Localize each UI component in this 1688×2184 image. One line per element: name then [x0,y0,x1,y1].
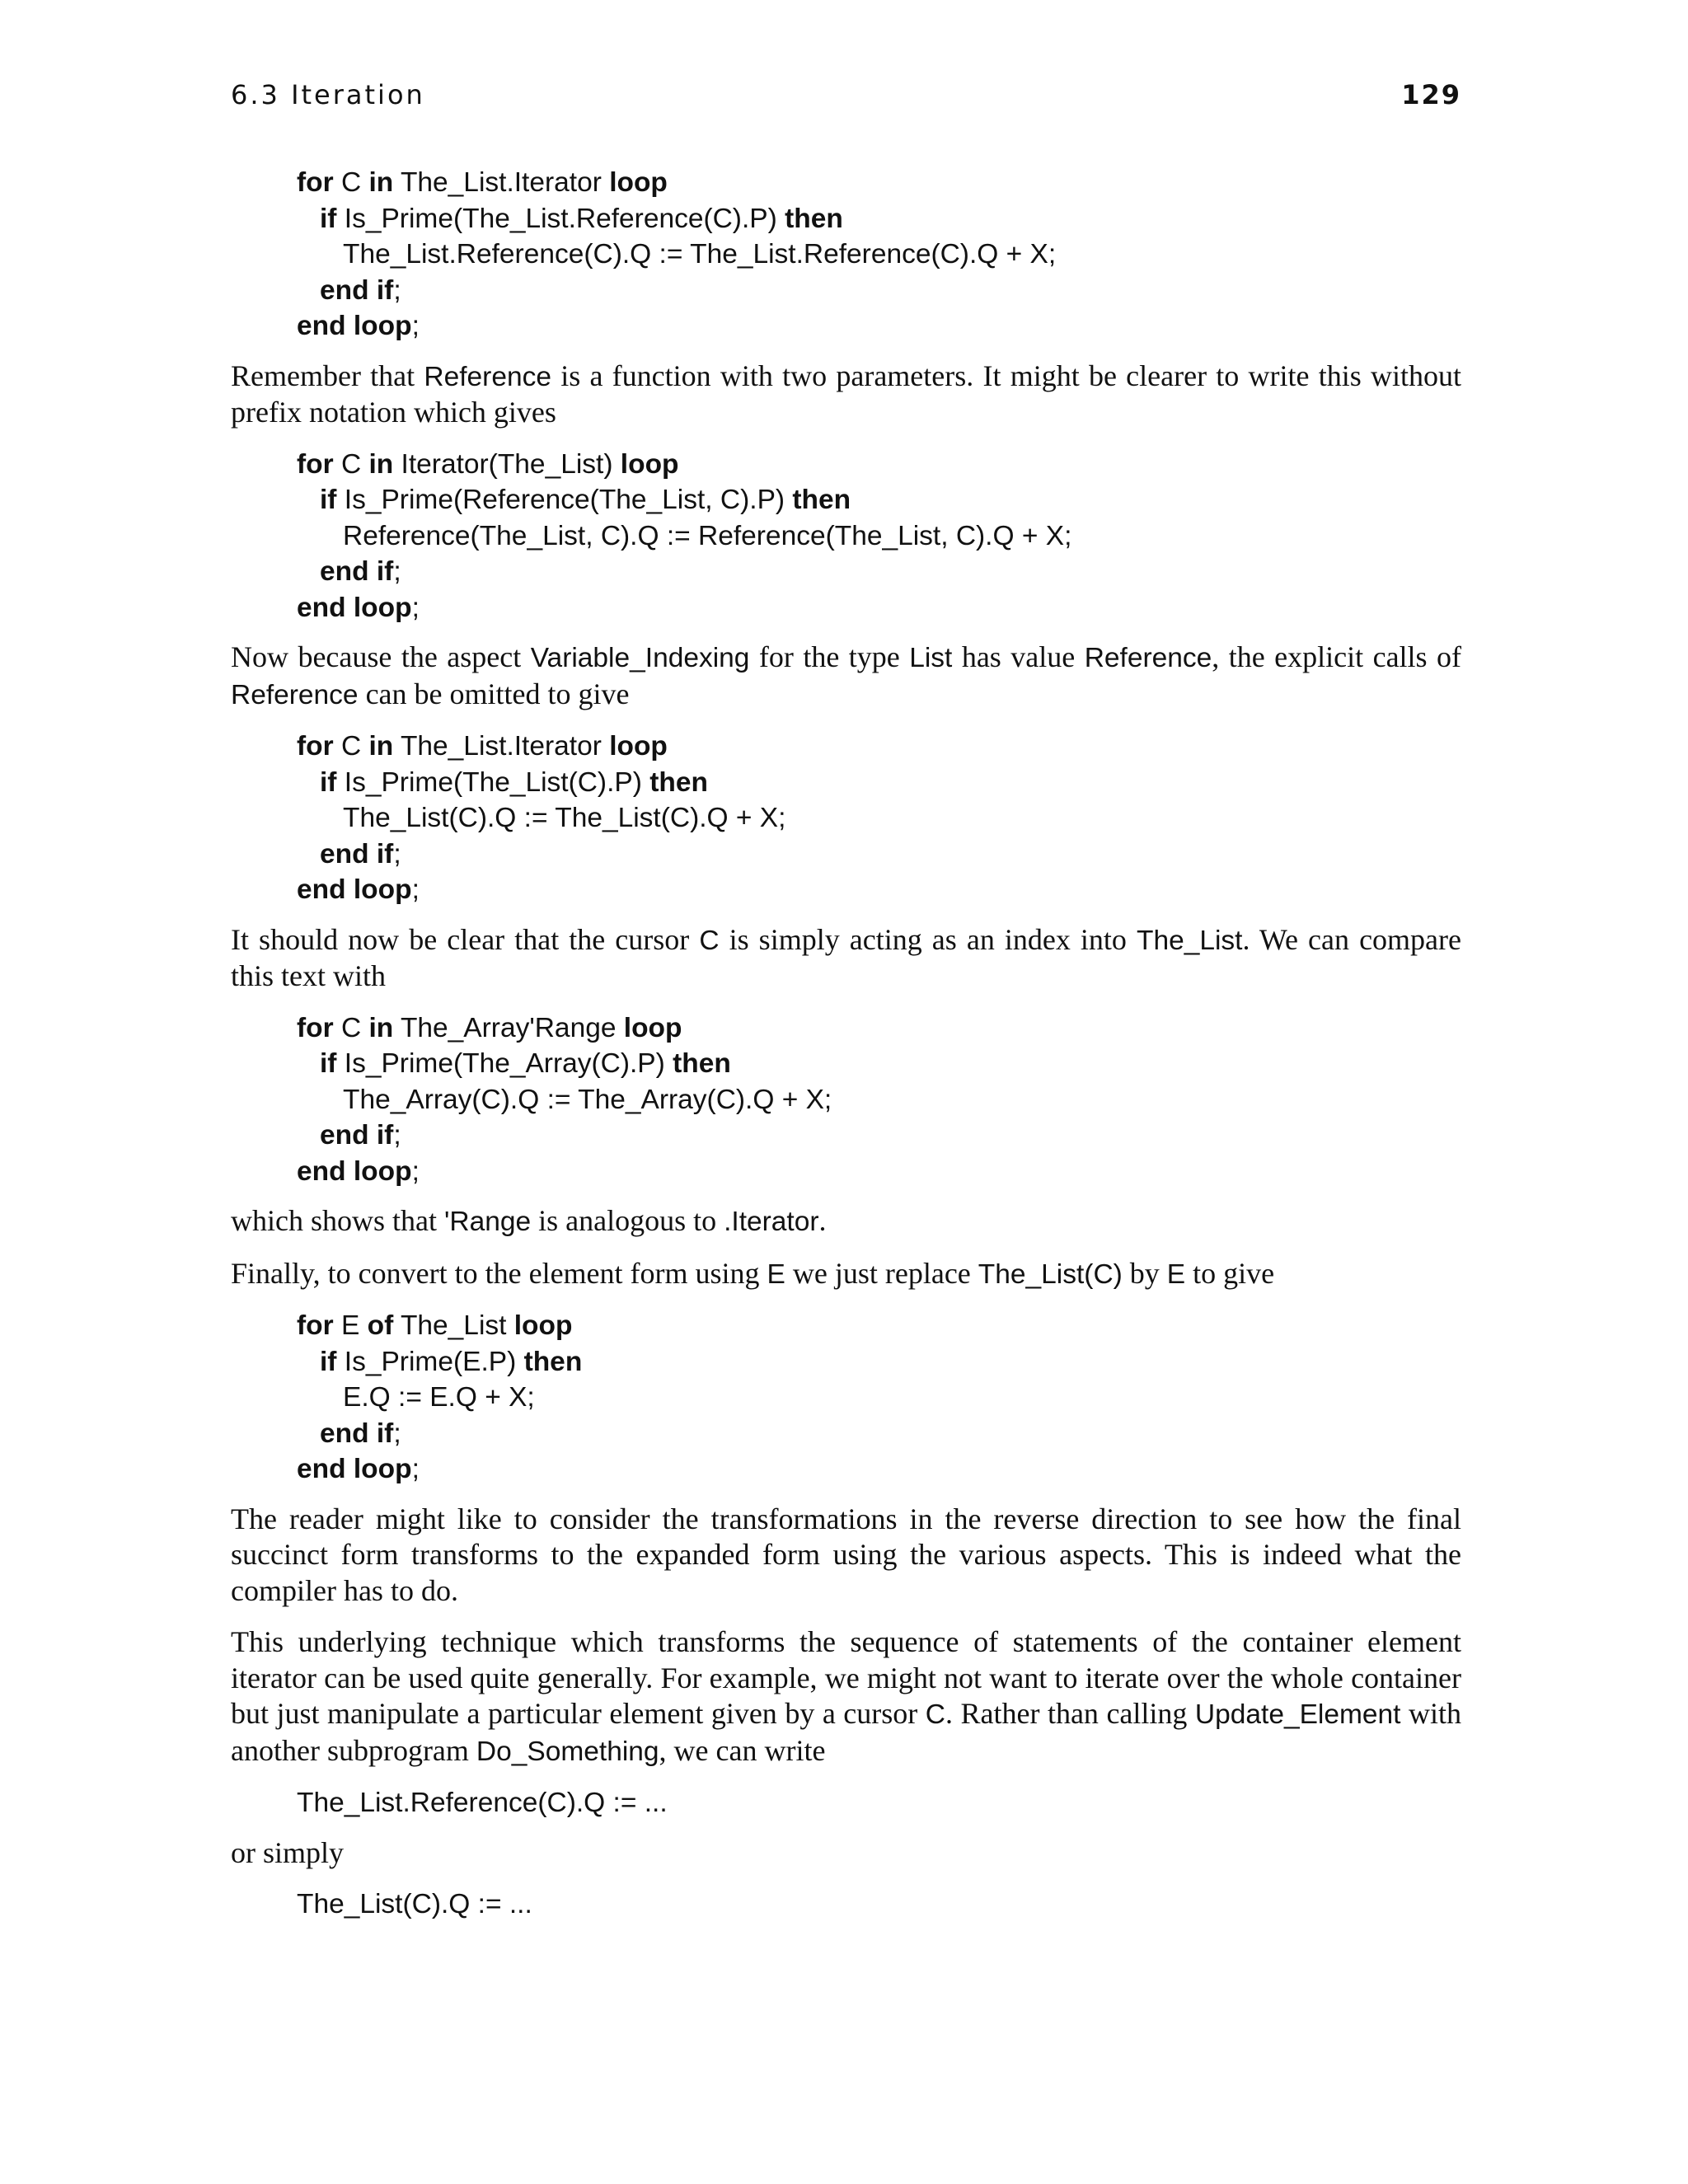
code-text: ; [411,874,420,905]
code-line [297,237,1461,273]
inline-code: Reference [424,361,551,392]
code-text: Reference(The_List, C).Q := Reference(The_List, C).Q + X; [343,520,1072,551]
code-text: ; [393,274,401,306]
code-text: ; [411,311,420,341]
paragraph-text: we just replace [785,1256,978,1290]
code-text: The_List [393,1310,514,1341]
code-text: ; [411,1155,420,1187]
paragraph-text: has value [952,640,1085,673]
code-line [297,729,1461,765]
code-line [297,554,1461,590]
paragraph-text: with another subprogram [231,1697,1461,1767]
code-keyword: loop [620,448,679,480]
code-text: C [333,731,369,762]
inline-code: E [767,1258,785,1290]
code-keyword: for [297,1310,334,1341]
code-line [297,1785,1461,1821]
paragraph-text: or simply [231,1835,345,1869]
paragraph [231,1624,1461,1769]
paragraph-text: . [818,1204,827,1237]
code-block [297,165,1461,344]
inline-code: Reference [231,679,359,710]
code-line [297,1416,1461,1452]
code-keyword: end loop [297,592,412,623]
code-line [297,1118,1461,1154]
code-text: ; [393,1120,401,1151]
code-line [297,1886,1461,1923]
code-keyword: then [785,203,843,234]
code-text: Is_Prime(The_List.Reference(C).P) [336,203,785,234]
section-title: 6.3 Iteration [231,79,425,110]
code-keyword: end loop [297,874,412,905]
code-block [297,1010,1461,1190]
code-line [297,308,1461,344]
running-header [231,79,1461,117]
code-text: ; [393,838,401,869]
code-block [297,729,1461,908]
code-line [297,1380,1461,1416]
paragraph-text: Remember that [231,359,424,392]
code-text: C [333,167,369,198]
code-keyword: if [320,203,337,234]
inline-code: Reference [1084,643,1212,673]
page-body [231,165,1461,1937]
code-keyword: then [673,1048,731,1079]
code-keyword: of [367,1310,394,1341]
code-keyword: end if [320,1418,394,1449]
code-text: C [333,448,369,480]
paragraph-text: by [1122,1256,1167,1290]
code-line [297,165,1461,201]
paragraph-text: is simply acting as an index into [719,922,1137,956]
code-text: ; [393,1418,401,1449]
paragraph-text: The reader might like to consider the transformations in the reverse direction to see how the final succinct form transforms to the expanded form using the various aspects. This is indeed what the compiler has to do. [231,1502,1461,1607]
code-keyword: loop [623,1012,682,1043]
code-keyword: loop [609,167,668,198]
paragraph-text: , we can write [659,1733,826,1767]
page-number: 129 [1401,79,1461,110]
inline-code: List [909,643,953,673]
paragraph-text: . We can compare this text with [231,922,1461,992]
code-text: The_List(C).Q := ... [297,1889,532,1919]
code-text: E.Q := E.Q + X; [343,1382,535,1413]
paragraph-text: which shows that [231,1204,444,1237]
paragraph [231,1502,1461,1610]
paragraph-text: This underlying technique which transforms the sequence of statements of the container element iterator can be used quite generally. For example, we might not want to iterate over the whole container but just manipulate a particular element given by a cursor [231,1625,1461,1730]
code-keyword: end if [320,838,394,869]
code-keyword: then [523,1346,583,1377]
code-line [297,872,1461,908]
code-text: The_Array(C).Q := The_Array(C).Q + X; [343,1084,832,1115]
code-keyword: loop [513,1310,573,1341]
code-text: ; [411,592,420,623]
code-block [297,1886,1461,1923]
code-keyword: in [368,448,394,480]
code-keyword: if [320,766,337,798]
code-keyword: in [368,167,394,198]
code-text: The_List.Reference(C).Q := ... [297,1788,668,1818]
paragraph-text: is a function with two parameters. It might be clearer to write this without prefix notation which gives [231,359,1461,429]
code-text: Is_Prime(The_Array(C).P) [336,1048,673,1079]
code-keyword: then [649,766,708,798]
paragraph-text: Finally, to convert to the element form using [231,1256,767,1290]
paragraph-text: is analogous to [531,1204,724,1237]
code-text: Is_Prime(Reference(The_List, C).P) [336,485,793,515]
code-keyword: if [320,1346,337,1377]
code-text: The_List(C).Q := The_List(C).Q + X; [343,803,786,833]
code-text: ; [411,1454,420,1484]
paragraph [231,1835,1461,1872]
code-line [297,837,1461,873]
code-keyword: then [792,485,851,515]
code-block [297,447,1461,626]
code-line [297,518,1461,555]
inline-code: Update_Element [1194,1699,1401,1730]
code-keyword: end if [320,1120,394,1151]
inline-code: C [925,1699,945,1730]
code-keyword: end if [320,274,394,306]
code-text: C [333,1012,369,1043]
code-text: The_List.Reference(C).Q := The_List.Reference(C).Q + X; [343,239,1057,269]
code-line [297,1010,1461,1047]
code-line [297,765,1461,801]
paragraph [231,359,1461,431]
code-text: Is_Prime(The_List(C).P) [336,766,650,798]
code-line [297,800,1461,837]
code-line [297,1344,1461,1380]
code-line [297,447,1461,483]
paragraph-text: It should now be clear that the cursor [231,922,700,956]
code-line [297,1046,1461,1082]
code-keyword: end loop [297,1454,412,1484]
code-line [297,1451,1461,1488]
paragraph-text: , the explicit calls of [1212,640,1462,673]
code-keyword: for [297,448,334,480]
code-text: E [333,1310,368,1341]
inline-code: .Iterator [724,1207,819,1237]
paragraph [231,1203,1461,1240]
paragraph-text: can be omitted to give [358,677,630,710]
code-keyword: if [320,485,337,515]
code-text: The_List.Iterator [393,731,610,762]
code-line [297,273,1461,309]
code-keyword: for [297,731,334,762]
code-keyword: in [368,731,394,762]
inline-code: Variable_Indexing [530,643,750,673]
code-keyword: if [320,1048,337,1079]
paragraph-text: to give [1185,1256,1275,1290]
code-text: The_Array'Range [393,1012,624,1043]
code-line [297,201,1461,237]
code-text: Is_Prime(E.P) [336,1346,524,1377]
code-keyword: end if [320,556,394,587]
code-text: ; [393,556,401,587]
inline-code: The_List [1137,925,1243,956]
inline-code: The_List(C) [978,1258,1123,1290]
code-line [297,1154,1461,1190]
paragraph [231,1256,1461,1293]
code-text: The_List.Iterator [393,167,610,198]
code-keyword: end loop [297,311,412,341]
inline-code: C [699,925,720,956]
code-line [297,1308,1461,1344]
code-keyword: for [297,1012,334,1043]
paragraph-text: . Rather than calling [945,1697,1195,1730]
inline-code: E [1166,1258,1186,1290]
inline-code: Do_Something [476,1736,659,1767]
code-block [297,1785,1461,1821]
code-keyword: end loop [297,1155,412,1187]
code-block [297,1308,1461,1488]
code-keyword: for [297,167,334,198]
paragraph-text: for the type [749,640,910,673]
paragraph [231,922,1461,995]
code-line [297,590,1461,626]
paragraph [231,640,1461,713]
code-line [297,482,1461,518]
code-line [297,1082,1461,1118]
code-keyword: in [368,1012,394,1043]
code-text: Iterator(The_List) [393,448,621,480]
code-keyword: loop [609,731,668,762]
inline-code: 'Range [443,1207,532,1237]
paragraph-text: Now because the aspect [231,640,531,673]
